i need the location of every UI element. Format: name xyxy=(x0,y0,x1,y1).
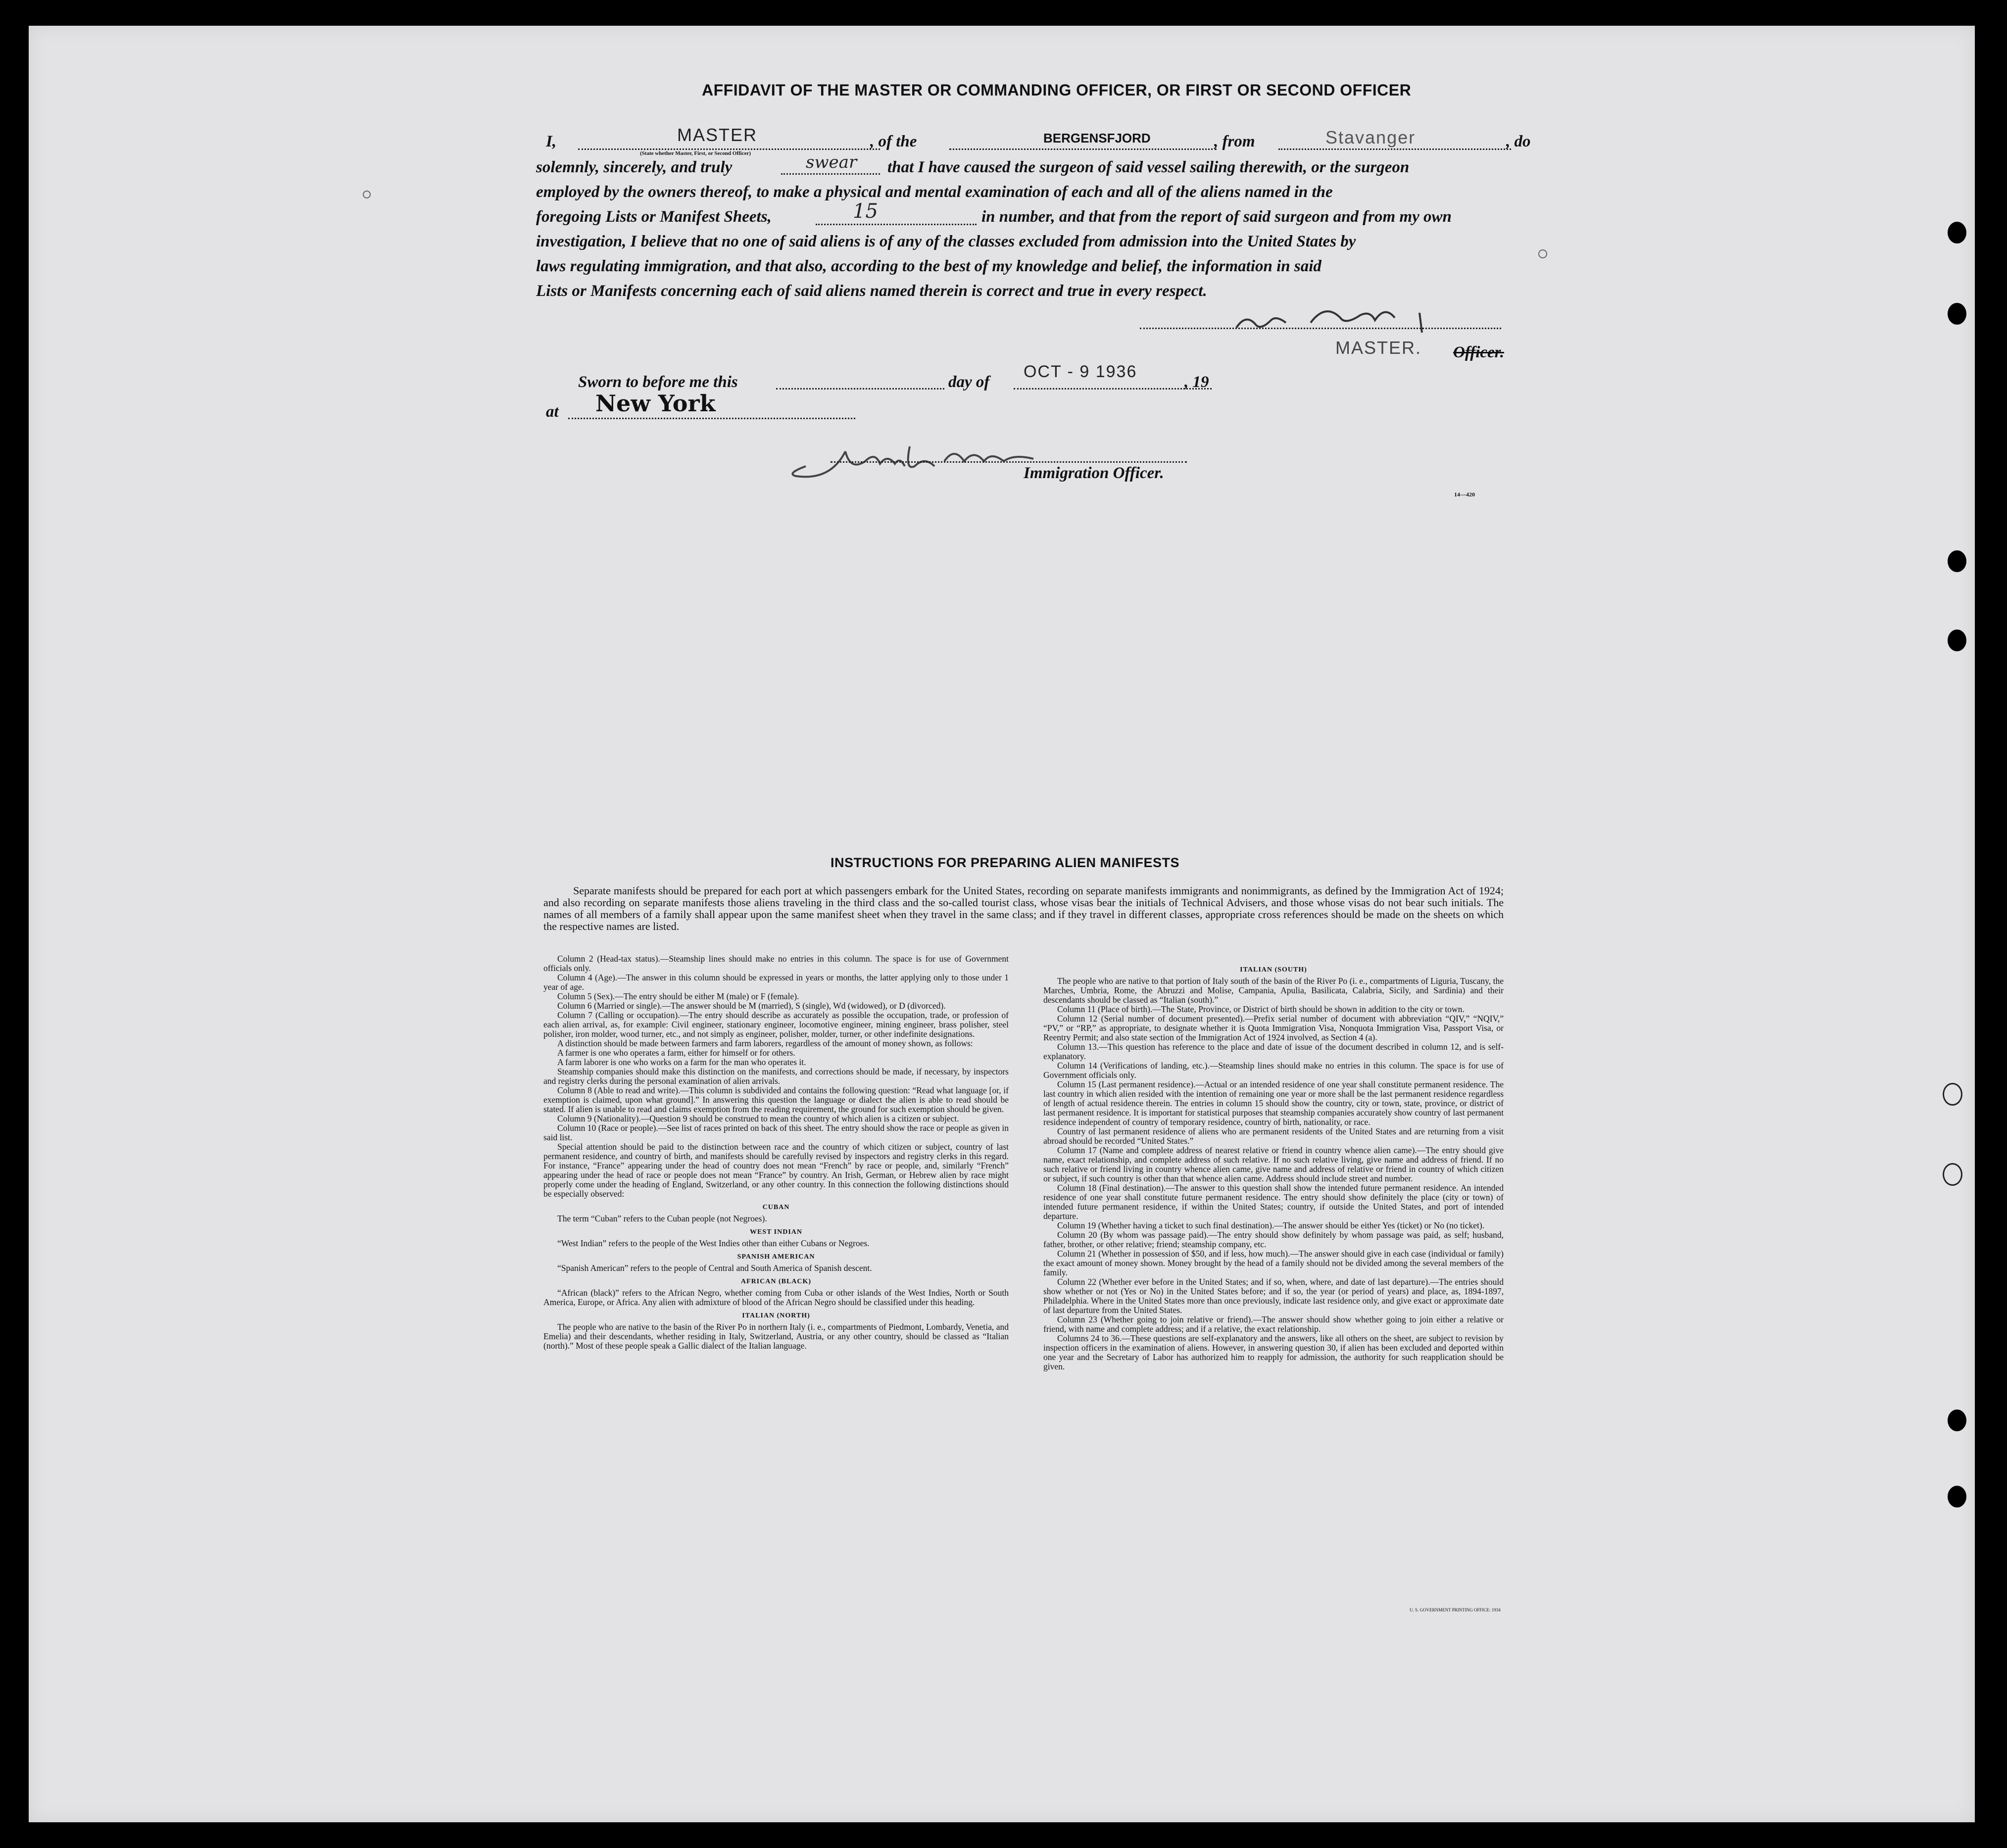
sworn-label: Sworn to before me this xyxy=(578,373,738,391)
of-the-label: , of the xyxy=(870,133,917,150)
instruction-paragraph: A distinction should be made between farmers and farm laborers, regardless of the amount of money shown, as follows: xyxy=(557,1038,973,1048)
date-value: OCT - 9 1936 xyxy=(1024,362,1137,381)
officer-blank xyxy=(578,148,880,150)
line2-a: solemnly, sincerely, and truly xyxy=(536,158,733,176)
at-label: at xyxy=(546,403,559,421)
place-blank xyxy=(568,418,855,419)
punch-hole-icon xyxy=(1948,630,1966,651)
port-blank xyxy=(1278,148,1511,150)
line2-b: that I have caused the surgeon of said vessel sailing therewith, or the surgeon xyxy=(887,158,1410,176)
italian-south-heading: ITALIAN (SOUTH) xyxy=(1240,966,1307,973)
line4-b: in number, and that from the report of said surgeon and from my own xyxy=(981,208,1452,226)
spanish-american-heading: SPANISH AMERICAN xyxy=(737,1253,815,1261)
date-blank xyxy=(1014,388,1212,389)
instruction-paragraph: Column 23 (Whether going to join relative or friend).—The answer should show whether going to join either a relative or friend, with name and complete address; and if a relative, the exact relationship. xyxy=(1043,1314,1504,1334)
instruction-paragraph: Column 6 (Married or single).—The answer should be M (married), S (single), Wd (widowed), or D (divorced). xyxy=(557,1001,946,1011)
right-paragraphs xyxy=(1043,976,1504,1371)
instruction-paragraph: Column 11 (Place of birth).—The State, Province, or District of birth should be shown in addition to the city or town. xyxy=(1057,1004,1465,1014)
instruction-paragraph: Column 18 (Final destination).—The answer to this question shall show the intended future permanent residence. An intended residence of one year shall constitute future permanent residence. The entry should show definitely the place (city or town) of intended future permanent residence, if within the United States; country, if outside the United States, and port of intended departure. xyxy=(1043,1183,1504,1221)
sheets-value: 15 xyxy=(853,200,878,223)
paper-speck xyxy=(1538,249,1547,258)
punch-hole-icon xyxy=(1948,222,1966,243)
vessel-blank xyxy=(949,148,1217,150)
day-blank xyxy=(776,388,944,389)
instruction-paragraph: Column 4 (Age).—The answer in this column should be expressed in years or months, the latter applying only to those under 1 year of age. xyxy=(543,973,1009,992)
officer-value: MASTER xyxy=(677,125,758,145)
manifest-page xyxy=(29,26,1975,1822)
instruction-paragraph: Column 22 (Whether ever before in the United States; and if so, when, where, and date of last departure).—The entries should show whether or not (Yes or No) in the United States before; and if so, the year (or period of years) and place, as, 1894-1897, Philadelphia. Where in the United States more than once previously, indicate last residence only, and give exact or approximate date of last departure from the United States. xyxy=(1043,1277,1504,1315)
pronoun-i: I, xyxy=(546,133,557,150)
instruction-paragraph: The people who are native to that portion of Italy south of the basin of the River Po (i. e., compartments of Liguria, Tuscany, the Marches, Umbria, Rome, the Abruzzi and Molise, Campania, Apulia, Basilicata, Calabria, Sicily, and Sardinia) and their descendants should be classed as “Italian (south).” xyxy=(1043,976,1504,1005)
instructions-title: INSTRUCTIONS FOR PREPARING ALIEN MANIFESTS xyxy=(831,855,1180,870)
immigration-officer-label: Immigration Officer. xyxy=(1024,464,1164,482)
instruction-paragraph: Country of last permanent residence of aliens who are permanent residents of the United States and are returning from a visit abroad should be recorded “United States.” xyxy=(1043,1126,1504,1146)
oath-blank xyxy=(781,173,880,175)
instruction-paragraph: Column 14 (Verifications of landing, etc.).—Steamship lines should make no entries in this column. The space is for use of Government officials only. xyxy=(1043,1061,1504,1080)
instructions-intro: Separate manifests should be prepared for each port at which passengers embark for the United States, recording on separate manifests immigrants and nonimmigrants, as defined by the Immigration Act of 1924; and also recording on separate manifests those aliens traveling in the third class and the so-called tourist class, whose visas bear the initials of Technical Advisers, and those whose visas do not bear such initials. The names of all members of a family shall appear upon the same manifest sheet when they travel in the same class; and if they travel in different classes, appropriate cross references should be made on the sheets on which the respective names are listed. xyxy=(543,884,1504,932)
west-indian-text: “West Indian” refers to the people of the West Indies other than either Cubans or Negroes. xyxy=(557,1238,870,1248)
punch-hole-icon xyxy=(1948,550,1966,572)
instruction-paragraph: Columns 24 to 36.—These questions are self-explanatory and the answers, like all others on the sheet, are subject to revision by inspection officers in the examination of aliens. However, in answering question 30, if alien has been excluded and deported within one year and the Secretary of Labor has authorized him to reapply for admission, the authority for such reapplication should be given. xyxy=(1043,1333,1504,1371)
line7: Lists or Manifests concerning each of said aliens named therein is correct and true in every respect. xyxy=(536,282,1207,300)
printer-note: U. S. GOVERNMENT PRINTING OFFICE: 1934 xyxy=(1410,1607,1501,1612)
signer-title: MASTER. xyxy=(1335,338,1422,358)
form-number: 14—420 xyxy=(1454,491,1475,498)
instruction-paragraph: Column 7 (Calling or occupation).—The entry should describe as accurately as possible the occupation, trade, or profession of each alien arrival, as, for example: Civil engineer, stationary engineer, locomotive engineer, mining engineer, brass polisher, steel polisher, iron molder, wood turner, etc., and not simply as engineer, polisher, molder, turner, or other indefinite designations. xyxy=(543,1010,1009,1039)
african-heading: AFRICAN (BLACK) xyxy=(740,1278,812,1285)
affidavit-title: AFFIDAVIT OF THE MASTER OR COMMANDING OFFICER, OR FIRST OR SECOND OFFICER xyxy=(702,81,1412,99)
punch-hole-icon xyxy=(1948,1410,1966,1431)
instruction-paragraph: Steamship companies should make this distinction on the manifests, and corrections should be made, if necessary, by inspectors and registry clerks during the personal examination of alien arrivals. xyxy=(543,1067,1009,1086)
instruction-paragraph: Column 12 (Serial number of document presented).—Prefix serial number of document with abbreviation “QIV,” “NQIV,” “PV,” or “RP,” as appropriate, to designate whether it is Quota Immigration Visa, Nonquota Immigration Visa, Passport Visa, or Reentry Permit; and also state section of the Immigration Act of 1924 involved, as Section 4 (a). xyxy=(1043,1014,1504,1042)
master-signature xyxy=(1162,303,1499,342)
cuban-text: The term “Cuban” refers to the Cuban people (not Negroes). xyxy=(557,1214,767,1223)
paper-speck xyxy=(363,191,371,198)
punch-hole-icon xyxy=(1943,1163,1962,1186)
signature-line xyxy=(1140,328,1501,329)
instruction-paragraph: A farmer is one who operates a farm, either for himself or for others. xyxy=(557,1048,795,1058)
vessel-value: BERGENSFJORD xyxy=(1043,131,1151,146)
year-prefix: , 19 xyxy=(1184,373,1209,391)
instruction-paragraph: Column 21 (Whether in possession of $50, and if less, how much).—The answer should give in each case (individual or family) the exact amount of money shown. Money brought by the head of a family should not be divided among the several members of the family. xyxy=(1043,1249,1504,1277)
left-paragraphs xyxy=(543,954,1009,1199)
instruction-paragraph: Column 15 (Last permanent residence).—Actual or an intended residence of one year shall constitute permanent residence. The last country in which alien resided with the intention of remaining one year or more shall be the last permanent residence regardless of length of actual residence therein. The entries in column 15 should show the country, city or town, state, province, or district of last permanent residence. It is important for statistical purposes that steamship companies accurately show country of last permanent residence independent of country of temporary residence, country of birth, nationality, or race. xyxy=(1043,1079,1504,1127)
instructions-left-column xyxy=(543,954,1009,1351)
do-label: , do xyxy=(1506,133,1531,150)
spanish-american-text: “Spanish American” refers to the people of Central and South America of Spanish descent. xyxy=(557,1263,872,1273)
instructions-right-column xyxy=(1043,961,1504,1371)
cuban-heading: CUBAN xyxy=(762,1204,790,1211)
instruction-paragraph: Special attention should be paid to the distinction between race and the country of which citizen or subject, country of last permanent residence, and country of birth, and manifests should be carefully revised by inspectors and registry clerks in this regard. For instance, “France” appearing under the head of country does not mean “French” by race or people, and, similarly “French” appearing under the head of race or people does not mean “France” by country. An Irish, German, or Hebrew alien by race might properly come under the heading of England, Switzerland, or any other country. In this connection the following distinctions should be especially observed: xyxy=(543,1142,1009,1199)
line4-a: foregoing Lists or Manifest Sheets, xyxy=(536,208,772,226)
line3: employed by the owners thereof, to make a physical and mental examination of each and all of the aliens named in the xyxy=(536,183,1333,201)
instruction-paragraph: Column 10 (Race or people).—See list of races printed on back of this sheet. The entry should show the race or people as given in said list. xyxy=(543,1123,1009,1142)
immigration-officer-signature xyxy=(786,432,1182,496)
instruction-paragraph: Column 8 (Able to read and write).—This column is subdivided and contains the following question: “Read what language [or, if exemption is claimed, upon what ground].” In answering this question the language or dialect the alien is able to read should be stated. If alien is unable to read and claims exemption from the reading requirement, the ground for such exemption should be given. xyxy=(543,1085,1009,1114)
from-label: , from xyxy=(1214,133,1255,150)
officer-signature-line xyxy=(831,461,1187,463)
punch-hole-icon xyxy=(1943,1083,1962,1106)
day-of-label: day of xyxy=(948,373,990,391)
officer-word: Officer. xyxy=(1453,343,1504,361)
instruction-paragraph: Column 9 (Nationality).—Question 9 should be construed to mean the country of which alien is a citizen or subject. xyxy=(557,1114,959,1123)
line5: investigation, I believe that no one of said aliens is of any of the classes excluded from admission into the United States by xyxy=(536,233,1356,250)
italian-north-text: The people who are native to the basin of the River Po in northern Italy (i. e., compartments of Piedmont, Lombardy, Venetia, and Emelia) and their descendants, whether residing in Italy, Switzerland, Austria, or any other country, should be classed as “Italian (north).” Most of these people speak a Gallic dialect of the Italian language. xyxy=(543,1322,1009,1351)
instruction-paragraph: Column 19 (Whether having a ticket to such final destination).—The answer should be either Yes (ticket) or No (no ticket). xyxy=(1057,1220,1485,1230)
italian-north-heading: ITALIAN (NORTH) xyxy=(742,1312,810,1319)
instruction-paragraph: Column 5 (Sex).—The entry should be either M (male) or F (female). xyxy=(557,991,799,1001)
place-value: New York xyxy=(595,390,716,417)
instruction-paragraph: Column 17 (Name and complete address of nearest relative or friend in country whence alien came).—The entry should give name, exact relationship, and complete address of such relative. If no such relative living, give name and address of friend. If no such relative or friend living in country whence alien came, give name and address of relative or friend in country of which citizen or subject, if such country is other than that whence alien came. Address should include street and number. xyxy=(1043,1145,1504,1183)
port-value: Stavanger xyxy=(1325,127,1416,147)
oath-value: swear xyxy=(806,152,857,172)
west-indian-heading: WEST INDIAN xyxy=(749,1228,803,1236)
punch-hole-icon xyxy=(1948,303,1966,325)
instruction-paragraph: Column 20 (By whom was passage paid).—The entry should show definitely by whom passage was paid, as self; husband, father, brother, or other relative; friend; steamship company, etc. xyxy=(1043,1230,1504,1249)
punch-hole-icon xyxy=(1948,1486,1966,1508)
line6: laws regulating immigration, and that also, according to the best of my knowledge and belief, the information in said xyxy=(536,257,1322,275)
instruction-paragraph: A farm laborer is one who works on a farm for the man who operates it. xyxy=(557,1057,806,1067)
officer-caption: (State whether Master, First, or Second Officer) xyxy=(640,150,751,156)
sheets-blank xyxy=(816,224,977,225)
african-text: “African (black)” refers to the African Negro, whether coming from Cuba or other islands of the West Indies, North or South America, Europe, or Africa. Any alien with admixture of blood of the African Negro should be classified under this heading. xyxy=(543,1288,1009,1307)
instruction-paragraph: Column 13.—This question has reference to the place and date of issue of the document described in column 12, and is self-explanatory. xyxy=(1043,1042,1504,1061)
instruction-paragraph: Column 2 (Head-tax status).—Steamship lines should make no entries in this column. The space is for use of Government officials only. xyxy=(543,954,1009,973)
